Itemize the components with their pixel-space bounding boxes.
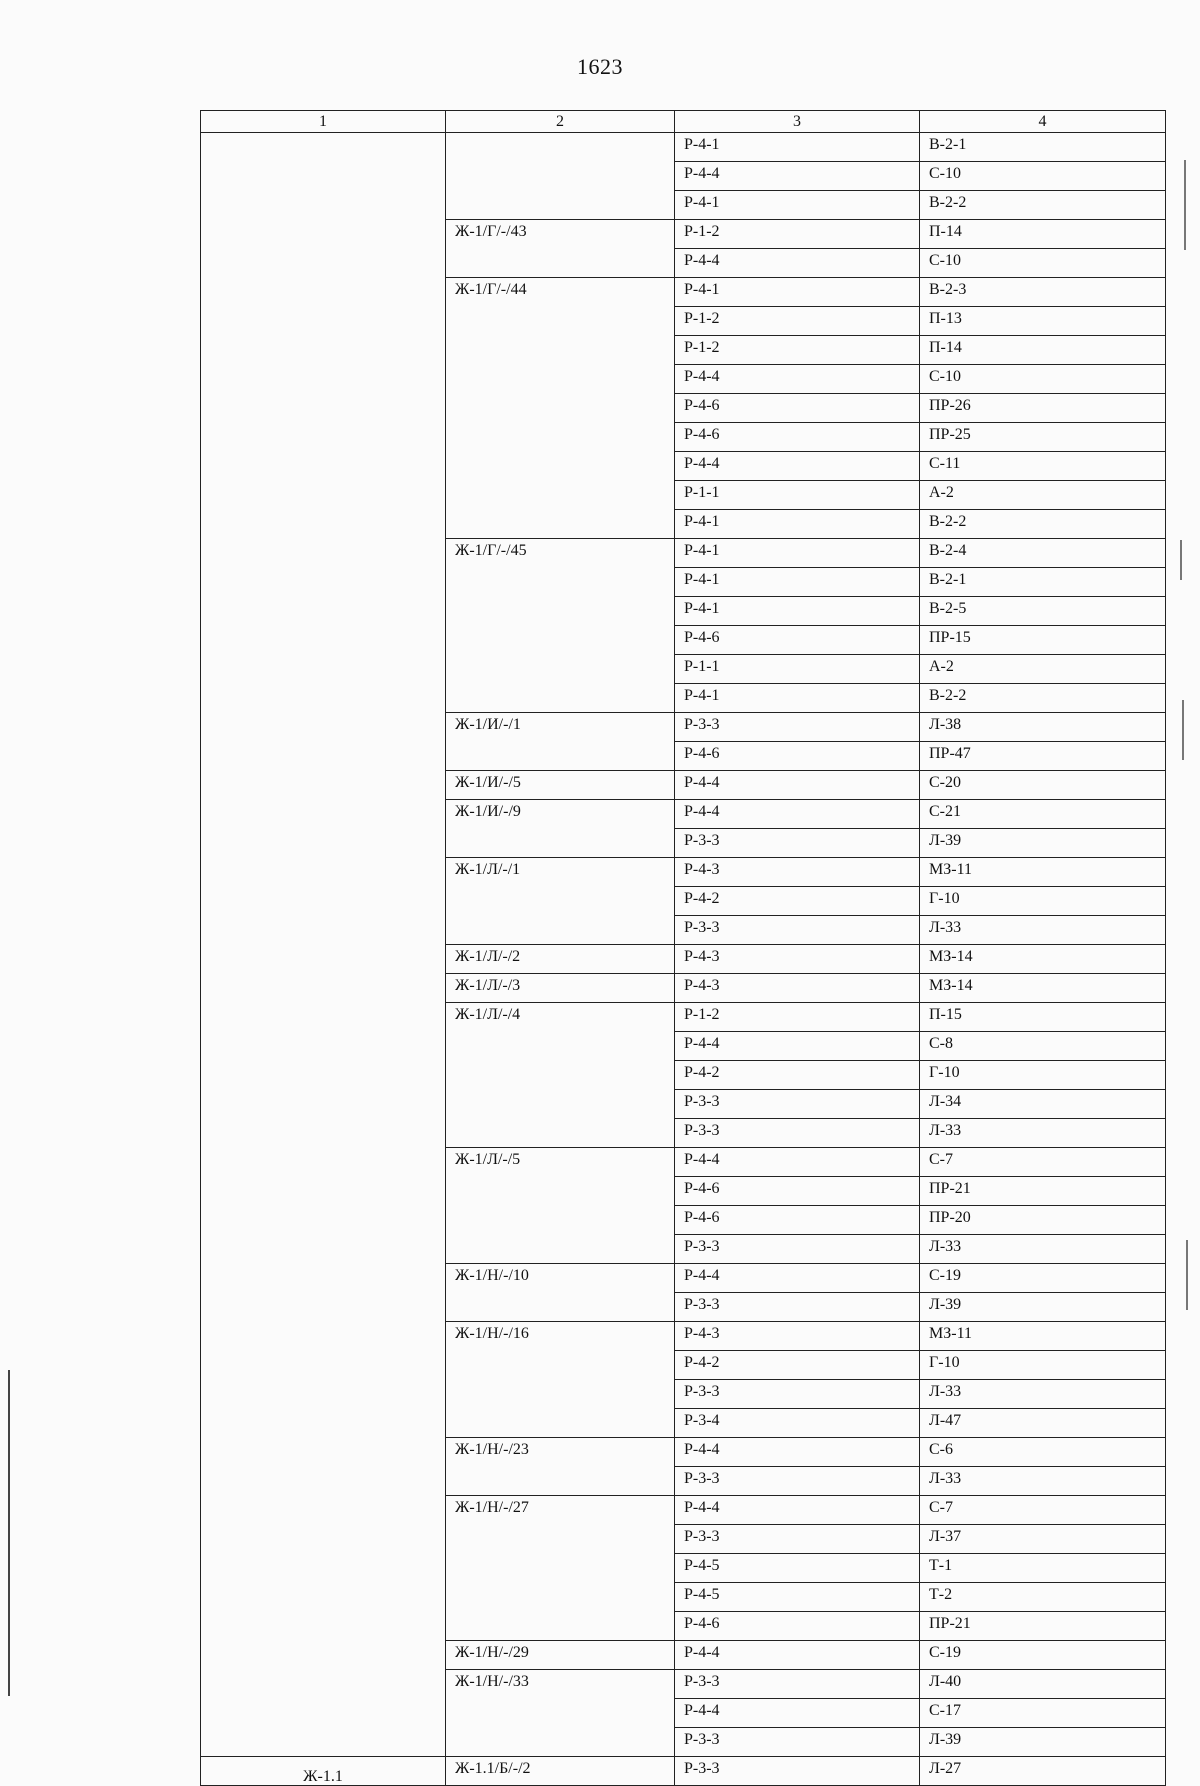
cell-col-3: Р-4-6 (675, 742, 920, 771)
cell-col-4: ПР-47 (920, 742, 1166, 771)
cell-col-3: Р-3-3 (675, 1728, 920, 1757)
scan-mark (1186, 1240, 1188, 1310)
cell-col-4: Л-33 (920, 1467, 1166, 1496)
header-col-3: 3 (675, 111, 920, 133)
cell-col-4: С-7 (920, 1148, 1166, 1177)
cell-col-3: Р-4-1 (675, 278, 920, 307)
cell-col-4: ПР-20 (920, 1206, 1166, 1235)
cell-col-2: Ж-1/Л/-/5 (446, 1148, 675, 1264)
cell-col-4: П-14 (920, 336, 1166, 365)
cell-col-4: Л-38 (920, 713, 1166, 742)
cell-col-2: Ж-1/Л/-/4 (446, 1003, 675, 1148)
cell-col-4: ПР-25 (920, 423, 1166, 452)
cell-col-3: Р-4-1 (675, 597, 920, 626)
cell-col-4: Г-10 (920, 1061, 1166, 1090)
cell-col-2: Ж-1/Л/-/3 (446, 974, 675, 1003)
cell-col-3: Р-1-1 (675, 655, 920, 684)
cell-col-4: С-6 (920, 1438, 1166, 1467)
cell-col-4: Л-33 (920, 1380, 1166, 1409)
cell-col-3: Р-4-4 (675, 1032, 920, 1061)
cell-col-3: Р-4-4 (675, 1438, 920, 1467)
cell-col-3: Р-4-3 (675, 1322, 920, 1351)
cell-col-3: Р-4-1 (675, 684, 920, 713)
cell-col-3: Р-1-1 (675, 481, 920, 510)
cell-col-4: Л-37 (920, 1525, 1166, 1554)
scan-mark (1180, 540, 1182, 580)
header-col-1: 1 (201, 111, 446, 133)
cell-col-3: Р-4-6 (675, 1177, 920, 1206)
header-col-2: 2 (446, 111, 675, 133)
cell-col-3: Р-4-3 (675, 858, 920, 887)
cell-col-4: ПР-21 (920, 1612, 1166, 1641)
cell-col-4: МЗ-14 (920, 945, 1166, 974)
cell-col-4: Л-47 (920, 1409, 1166, 1438)
cell-col-1: Ж-1.1 (201, 1757, 446, 1786)
cell-col-3: Р-4-4 (675, 1496, 920, 1525)
cell-col-2: Ж-1/Н/-/16 (446, 1322, 675, 1438)
cell-col-4: ПР-21 (920, 1177, 1166, 1206)
cell-col-2: Ж-1/И/-/5 (446, 771, 675, 800)
cell-col-4: Л-39 (920, 1728, 1166, 1757)
cell-col-4: Т-2 (920, 1583, 1166, 1612)
cell-col-3: Р-3-3 (675, 1467, 920, 1496)
cell-col-2: Ж-1/Л/-/1 (446, 858, 675, 945)
table-row (201, 1757, 1166, 1786)
cell-col-3: Р-4-5 (675, 1583, 920, 1612)
scan-left-edge (8, 1370, 10, 1696)
cell-col-4: В-2-1 (920, 133, 1166, 162)
cell-col-4: В-2-3 (920, 278, 1166, 307)
cell-col-3: Р-4-4 (675, 771, 920, 800)
cell-col-4: П-15 (920, 1003, 1166, 1032)
cell-col-4: Л-39 (920, 1293, 1166, 1322)
cell-col-4: В-2-2 (920, 684, 1166, 713)
cell-col-3: Р-4-6 (675, 1612, 920, 1641)
page-number: 1623 (577, 54, 623, 79)
cell-col-4: С-7 (920, 1496, 1166, 1525)
scan-edge-marks (1170, 0, 1200, 1696)
cell-col-4: ПР-26 (920, 394, 1166, 423)
cell-col-3: Р-3-3 (675, 1293, 920, 1322)
cell-col-3: Р-3-3 (675, 916, 920, 945)
cell-col-4: В-2-2 (920, 510, 1166, 539)
cell-col-4: Л-40 (920, 1670, 1166, 1699)
cell-col-3: Р-4-2 (675, 1351, 920, 1380)
cell-col-4: А-2 (920, 481, 1166, 510)
cell-col-4: Т-1 (920, 1554, 1166, 1583)
cell-col-4: С-19 (920, 1641, 1166, 1670)
cell-col-2: Ж-1/Н/-/10 (446, 1264, 675, 1322)
cell-col-2: Ж-1/Г/-/45 (446, 539, 675, 713)
cell-col-3: Р-1-2 (675, 220, 920, 249)
cell-col-3: Р-4-4 (675, 249, 920, 278)
cell-col-2: Ж-1/Н/-/27 (446, 1496, 675, 1641)
cell-col-3: Р-4-5 (675, 1554, 920, 1583)
cell-col-2: Ж-1/И/-/9 (446, 800, 675, 858)
header-col-4: 4 (920, 111, 1166, 133)
cell-col-3: Р-4-6 (675, 626, 920, 655)
cell-col-3: Р-4-6 (675, 1206, 920, 1235)
cell-col-3: Р-4-3 (675, 945, 920, 974)
cell-col-4: С-17 (920, 1699, 1166, 1728)
cell-col-4: П-13 (920, 307, 1166, 336)
cell-col-4: П-14 (920, 220, 1166, 249)
cell-col-3: Р-3-3 (675, 1670, 920, 1699)
cell-col-4: С-10 (920, 249, 1166, 278)
cell-col-4: Л-27 (920, 1757, 1166, 1786)
cell-col-3: Р-4-1 (675, 568, 920, 597)
cell-col-2: Ж-1/Н/-/33 (446, 1670, 675, 1757)
cell-col-3: Р-4-1 (675, 133, 920, 162)
cell-col-3: Р-4-6 (675, 423, 920, 452)
cell-col-4: Л-34 (920, 1090, 1166, 1119)
cell-col-3: Р-1-2 (675, 307, 920, 336)
cell-col-3: Р-4-6 (675, 394, 920, 423)
cell-col-3: Р-3-3 (675, 829, 920, 858)
cell-col-3: Р-3-3 (675, 713, 920, 742)
scan-mark (1184, 160, 1186, 250)
cell-col-3: Р-4-4 (675, 800, 920, 829)
cell-col-4: В-2-1 (920, 568, 1166, 597)
cell-col-3: Р-4-3 (675, 974, 920, 1003)
cell-col-3: Р-4-4 (675, 1148, 920, 1177)
cell-col-3: Р-4-4 (675, 162, 920, 191)
cell-col-3: Р-4-1 (675, 191, 920, 220)
cell-col-4: МЗ-11 (920, 1322, 1166, 1351)
cell-col-3: Р-3-3 (675, 1235, 920, 1264)
table-header-row (201, 111, 1166, 133)
cell-col-2: Ж-1/Н/-/23 (446, 1438, 675, 1496)
cell-col-3: Р-1-2 (675, 1003, 920, 1032)
cell-col-4: С-11 (920, 452, 1166, 481)
cell-col-2: Ж-1/Л/-/2 (446, 945, 675, 974)
cell-col-3: Р-4-4 (675, 365, 920, 394)
cell-col-4: МЗ-14 (920, 974, 1166, 1003)
cell-col-4: С-10 (920, 365, 1166, 394)
cell-col-3: Р-4-2 (675, 887, 920, 916)
cell-col-3: Р-3-3 (675, 1525, 920, 1554)
cell-col-2: Ж-1/Г/-/44 (446, 278, 675, 539)
cell-col-3: Р-4-4 (675, 1699, 920, 1728)
cell-col-3: Р-3-3 (675, 1090, 920, 1119)
cell-col-4: Л-33 (920, 916, 1166, 945)
cell-col-4: В-2-2 (920, 191, 1166, 220)
cell-col-3: Р-3-3 (675, 1380, 920, 1409)
cell-col-2: Ж-1/Г/-/43 (446, 220, 675, 278)
cell-col-3: Р-4-1 (675, 510, 920, 539)
table-row (201, 133, 1166, 162)
cell-col-3: Р-3-3 (675, 1119, 920, 1148)
cell-col-4: С-20 (920, 771, 1166, 800)
cell-col-4: Г-10 (920, 887, 1166, 916)
cell-col-4: В-2-4 (920, 539, 1166, 568)
cell-col-3: Р-4-2 (675, 1061, 920, 1090)
cell-col-4: Г-10 (920, 1351, 1166, 1380)
cell-col-2 (446, 133, 675, 220)
cell-col-1 (201, 133, 446, 1757)
cell-col-3: Р-4-4 (675, 1264, 920, 1293)
cell-col-2: Ж-1/Н/-/29 (446, 1641, 675, 1670)
cell-col-4: С-10 (920, 162, 1166, 191)
cell-col-4: В-2-5 (920, 597, 1166, 626)
cell-col-4: МЗ-11 (920, 858, 1166, 887)
scan-mark (1182, 700, 1184, 760)
cell-col-3: Р-4-1 (675, 539, 920, 568)
cell-col-3: Р-3-3 (675, 1757, 920, 1786)
cell-col-4: С-8 (920, 1032, 1166, 1061)
cell-col-2: Ж-1.1/Б/-/2 (446, 1757, 675, 1786)
cell-col-4: Л-39 (920, 829, 1166, 858)
cell-col-3: Р-1-2 (675, 336, 920, 365)
cell-col-4: Л-33 (920, 1119, 1166, 1148)
table-body (201, 133, 1166, 1786)
cell-col-4: С-19 (920, 1264, 1166, 1293)
cell-col-4: А-2 (920, 655, 1166, 684)
cell-col-3: Р-3-4 (675, 1409, 920, 1438)
cell-col-3: Р-4-4 (675, 452, 920, 481)
cell-col-4: Л-33 (920, 1235, 1166, 1264)
cell-col-4: С-21 (920, 800, 1166, 829)
document-table (200, 110, 1166, 1786)
cell-col-3: Р-4-4 (675, 1641, 920, 1670)
cell-col-4: ПР-15 (920, 626, 1166, 655)
cell-col-2: Ж-1/И/-/1 (446, 713, 675, 771)
